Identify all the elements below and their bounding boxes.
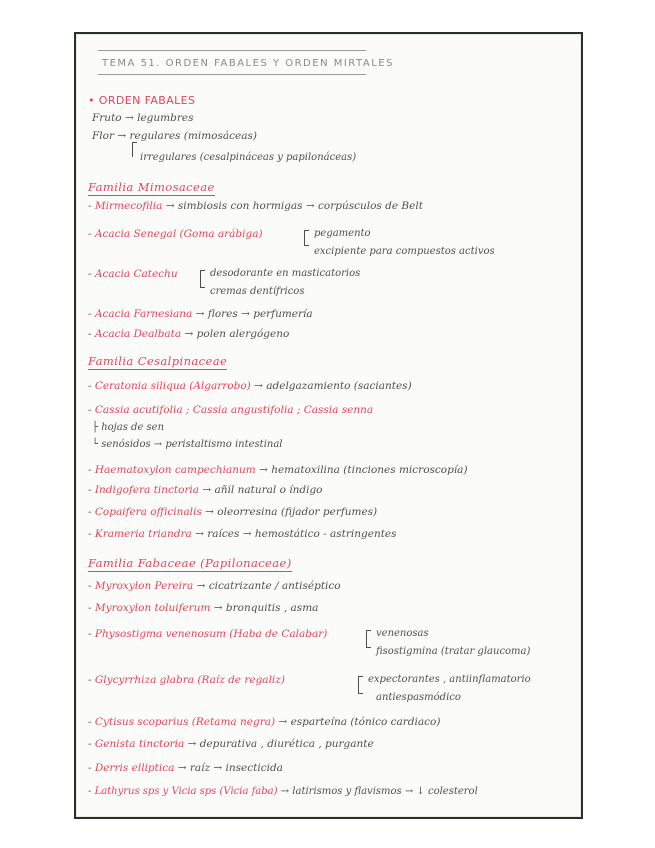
mimo-2-name: Acacia Senegal (Goma arábiga): [94, 228, 263, 240]
physostigma-use-2: fisostigmina (tratar glaucoma): [376, 646, 531, 657]
title-rule-top: [98, 50, 366, 51]
indigofera-name: Indigofera tinctoria: [94, 484, 200, 496]
copaifera-desc: oleorresina (fijador perfumes): [217, 506, 378, 518]
haematoxylon-name: Haematoxylon campechianum: [94, 464, 256, 476]
cesal-row-haematoxylon: - Haematoxylon campechianum → hematoxilina (tinciones microscopía): [88, 464, 468, 476]
glycyrrhiza-use-2: antiespasmódico: [376, 692, 461, 703]
glycyrrhiza-name: Glycyrrhiza glabra (Raíz de regaliz): [94, 674, 285, 686]
ceratonia-name: Ceratonia siliqua (Algarrobo): [94, 380, 251, 392]
arrow-icon: →: [117, 130, 127, 142]
genista-name: Genista tinctoria: [94, 738, 185, 750]
faba-row-myroxylon-tolu: - Myroxylon toluiferum → bronquitis , asma: [88, 602, 319, 614]
glycyrrhiza-use-1: expectorantes , antiinflamatorio: [368, 674, 531, 685]
cassia-name: Cassia acutifolia ; Cassia angustifolia ; Cassia senna: [94, 404, 374, 416]
mimo-3-use-2: cremas dentífricos: [210, 286, 305, 297]
krameria-desc: raíces → hemostático - astringentes: [207, 528, 397, 540]
mimo-2-brace: [304, 230, 309, 246]
heading-orden-fabales: • ORDEN FABALES: [88, 94, 196, 107]
cesal-row-indigofera: - Indigofera tinctoria → añil natural o índigo: [88, 484, 323, 496]
mimo-row-3: - Acacia Catechu: [88, 268, 178, 280]
myroxylon-pereira-name: Myroxylon Pereira: [94, 580, 194, 592]
cytisus-desc: esparteína (tónico cardiaco): [290, 716, 441, 728]
flor-brace: [132, 142, 137, 157]
cassia-use-1-text: hojas de sen: [101, 422, 165, 433]
mimo-3-name: Acacia Catechu: [94, 268, 178, 280]
flor-regular: regulares (mimosáceas): [129, 130, 257, 142]
heading-familia-cesalpinaceae: Familia Cesalpinaceae: [88, 354, 228, 368]
page-title: TEMA 51. ORDEN FABALES Y ORDEN MIRTALES: [102, 58, 394, 69]
cassia-use-2: └ senósidos → peristaltismo intestinal: [92, 439, 283, 450]
cassia-use-2-text: senósidos → peristaltismo intestinal: [101, 439, 283, 450]
flor-label: Flor: [92, 130, 114, 142]
mimo-1-name: Mirmecofilia: [94, 200, 163, 212]
faba-row-derris: - Derris elliptica → raíz → insecticida: [88, 762, 283, 774]
mimo-2-use-1: pegamento: [314, 228, 371, 239]
fruto-value: legumbres: [137, 112, 194, 124]
mimo-3-use-1: desodorante en masticatorios: [210, 268, 361, 279]
cesal-row-cassia: - Cassia acutifolia ; Cassia angustifolia ; Cassia senna: [88, 404, 374, 416]
faba-row-physostigma: - Physostigma venenosum (Haba de Calabar): [88, 628, 328, 640]
faba-row-genista: - Genista tinctoria → depurativa , diurética , purgante: [88, 738, 374, 750]
mimo-4-desc: flores → perfumería: [207, 308, 313, 320]
cytisus-name: Cytisus scoparius (Retama negra): [94, 716, 276, 728]
mimo-row-5: - Acacia Dealbata → polen alergógeno: [88, 328, 290, 340]
derris-name: Derris elliptica: [94, 762, 175, 774]
lathyrus-name: Lathyrus sps y Vicia sps (Vicia faba): [94, 786, 278, 797]
heading-familia-mimosaceae: Familia Mimosaceae: [88, 180, 215, 194]
genista-desc: depurativa , diurética , purgante: [199, 738, 374, 750]
copaifera-name: Copaifera officinalis: [94, 506, 202, 518]
indigofera-desc: añil natural o índigo: [214, 484, 323, 496]
mimo-5-name: Acacia Dealbata: [94, 328, 182, 340]
lathyrus-desc: latirismos y flavismos → ↓ colesterol: [292, 786, 478, 797]
mimo-3-brace: [200, 270, 205, 288]
faba-row-myroxylon-pereira: - Myroxylon Pereira → cicatrizante / antiséptico: [88, 580, 341, 592]
myroxylon-pereira-desc: cicatrizante / antiséptico: [208, 580, 341, 592]
faba-row-lathyrus: - Lathyrus sps y Vicia sps (Vicia faba) → latirismos y flavismos → ↓ colesterol: [88, 786, 478, 797]
faba-row-glycyrrhiza: - Glycyrrhiza glabra (Raíz de regaliz): [88, 674, 285, 686]
haematoxylon-desc: hematoxilina (tinciones microscopía): [271, 464, 468, 476]
krameria-name: Krameria triandra: [94, 528, 192, 540]
mimo-row-1: - Mirmecofilia → simbiosis con hormigas → corpúsculos de Belt: [88, 200, 423, 212]
ceratonia-desc: adelgazamiento (saciantes): [266, 380, 412, 392]
notebook-page: [74, 32, 583, 819]
mimo-row-4: - Acacia Farnesiana → flores → perfumería: [88, 308, 313, 320]
mimo-1-desc: simbiosis con hormigas → corpúsculos de Belt: [177, 200, 423, 212]
mimo-5-desc: polen alergógeno: [196, 328, 290, 340]
cesal-row-copaifera: - Copaifera officinalis → oleorresina (fijador perfumes): [88, 506, 378, 518]
heading-familia-fabaceae: Familia Fabaceae (Papilonaceae): [88, 556, 292, 570]
physostigma-use-1: venenosas: [376, 628, 429, 639]
flor-irregular: irregulares (cesalpináceas y papilonáceas): [140, 152, 357, 163]
myroxylon-tolu-name: Myroxylon toluiferum: [94, 602, 211, 614]
glycyrrhiza-brace: [358, 676, 363, 694]
fruto-label: Fruto: [92, 112, 122, 124]
physostigma-brace: [366, 630, 371, 648]
physostigma-name: Physostigma venenosum (Haba de Calabar): [94, 628, 328, 640]
mimo-2-use-2: excipiente para compuestos activos: [314, 246, 495, 257]
mimo-4-name: Acacia Farnesiana: [94, 308, 193, 320]
arrow-icon: →: [124, 112, 134, 124]
fabales-flor: [92, 130, 257, 142]
cesal-row-krameria: - Krameria triandra → raíces → hemostático - astringentes: [88, 528, 397, 540]
faba-row-cytisus: - Cytisus scoparius (Retama negra) → esparteína (tónico cardiaco): [88, 716, 441, 728]
cesal-row-ceratonia: - Ceratonia siliqua (Algarrobo) → adelgazamiento (saciantes): [88, 380, 412, 392]
cassia-use-1: ├ hojas de sen: [92, 422, 165, 433]
fabales-fruto: [92, 112, 193, 124]
mimo-row-2: - Acacia Senegal (Goma arábiga): [88, 228, 263, 240]
myroxylon-tolu-desc: bronquitis , asma: [225, 602, 319, 614]
title-rule-bottom: [98, 74, 366, 75]
derris-desc: raíz → insecticida: [189, 762, 283, 774]
